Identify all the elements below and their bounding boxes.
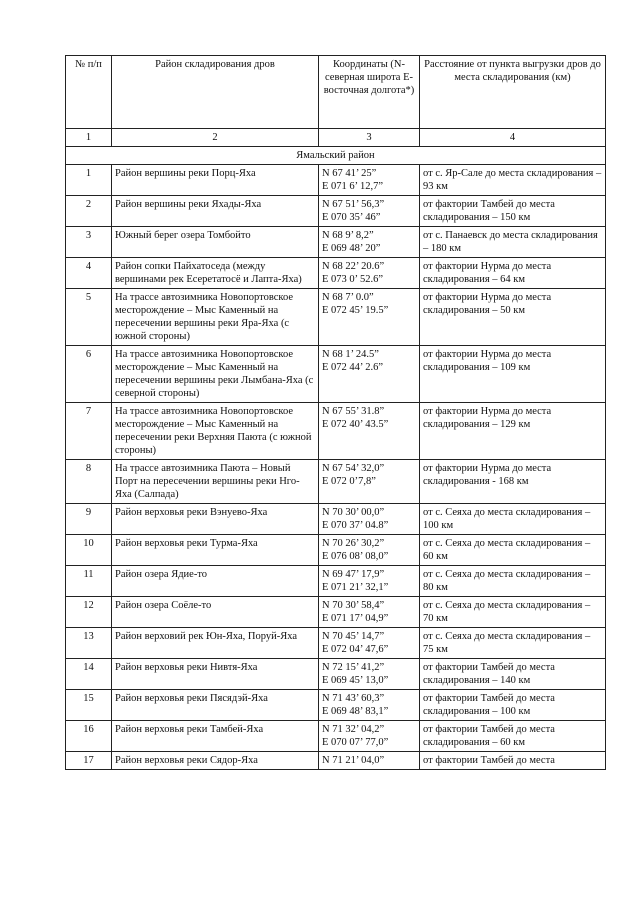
coordinates-cell <box>319 258 420 289</box>
region-title: Ямальский район <box>66 147 606 165</box>
latitude: N 70 30’ 00,0” <box>322 507 385 518</box>
storage-place: Район верховья реки Пясядэй-Яха <box>112 690 319 721</box>
distance: от фактории Тамбей до места <box>420 752 606 770</box>
distance: от фактории Нурма до места складирования – 109 км <box>420 346 606 403</box>
coordinates-cell <box>319 690 420 721</box>
longitude: E 069 48’ 83,1” <box>322 706 389 717</box>
latitude: N 70 26’ 30,2” <box>322 538 385 549</box>
table-row <box>66 460 606 504</box>
coordinates-cell <box>319 721 420 752</box>
longitude: E 069 48’ 20” <box>322 243 381 254</box>
column-number: 4 <box>420 129 606 147</box>
coordinates-cell <box>319 460 420 504</box>
latitude: N 67 55’ 31.8” <box>322 406 385 417</box>
column-number: 1 <box>66 129 112 147</box>
longitude: E 069 45’ 13,0” <box>322 675 389 686</box>
coordinates-cell <box>319 752 420 770</box>
row-number: 9 <box>66 504 112 535</box>
table-row <box>66 165 606 196</box>
row-number: 7 <box>66 403 112 460</box>
row-number: 5 <box>66 289 112 346</box>
latitude: N 67 51’ 56,3” <box>322 199 385 210</box>
distance: от с. Сеяха до места складирования – 75 км <box>420 628 606 659</box>
longitude: E 076 08’ 08,0” <box>322 551 389 562</box>
longitude: E 072 0’7,8” <box>322 476 376 487</box>
coordinates-cell <box>319 165 420 196</box>
coordinates-cell <box>319 346 420 403</box>
table-row <box>66 566 606 597</box>
storage-place: На трассе автозимника Новопортовское месторождение – Мыс Каменный на пересечении вершины реки Лымбана-Яха (с северной стороны) <box>112 346 319 403</box>
latitude: N 69 47’ 17,9” <box>322 569 385 580</box>
table-row <box>66 346 606 403</box>
distance: от с. Яр-Сале до места складирования – 93 км <box>420 165 606 196</box>
row-number: 13 <box>66 628 112 659</box>
distance: от фактории Тамбей до места складирования – 140 км <box>420 659 606 690</box>
row-number: 15 <box>66 690 112 721</box>
longitude: E 072 45’ 19.5” <box>322 305 389 316</box>
latitude: N 71 43’ 60,3” <box>322 693 385 704</box>
table-row <box>66 628 606 659</box>
latitude: N 67 41’ 25” <box>322 168 377 179</box>
header-distance: Расстояние от пункта выгрузки дров до места складирования (км) <box>420 56 606 129</box>
longitude: E 072 40’ 43.5” <box>322 419 389 430</box>
column-number: 2 <box>112 129 319 147</box>
distance: от фактории Тамбей до места складирования – 100 км <box>420 690 606 721</box>
table-row <box>66 659 606 690</box>
latitude: N 72 15’ 41,2” <box>322 662 385 673</box>
storage-place: Район сопки Пайхатоседа (между вершинами рек Есеретатосё и Лапта-Яха) <box>112 258 319 289</box>
storage-place: Район верховья реки Сядор-Яха <box>112 752 319 770</box>
distance: от фактории Тамбей до места складирования – 60 км <box>420 721 606 752</box>
header-row <box>66 56 606 129</box>
storage-place: На трассе автозимника Паюта – Новый Порт на пересечении вершины реки Нго-Яха (Салпада) <box>112 460 319 504</box>
longitude: E 071 21’ 32,1” <box>322 582 389 593</box>
storage-sites-table <box>65 55 606 770</box>
coordinates-cell <box>319 597 420 628</box>
coordinates-cell <box>319 504 420 535</box>
header-number: № п/п <box>66 56 112 129</box>
row-number: 3 <box>66 227 112 258</box>
storage-place: На трассе автозимника Новопортовское месторождение – Мыс Каменный на пересечении реки Верхняя Паюта (с южной стороны) <box>112 403 319 460</box>
storage-place: Район верховий рек Юн-Яха, Поруй-Яха <box>112 628 319 659</box>
coordinates-cell <box>319 289 420 346</box>
row-number: 1 <box>66 165 112 196</box>
table-row <box>66 721 606 752</box>
storage-place: Район вершины реки Яхады-Яха <box>112 196 319 227</box>
distance: от с. Панаевск до места складирования – 180 км <box>420 227 606 258</box>
distance: от с. Сеяха до места складирования – 80 км <box>420 566 606 597</box>
storage-place: Район озера Ядие-то <box>112 566 319 597</box>
row-number: 14 <box>66 659 112 690</box>
distance: от с. Сеяха до места складирования – 70 км <box>420 597 606 628</box>
longitude: E 072 04’ 47,6” <box>322 644 389 655</box>
latitude: N 68 9’ 8,2” <box>322 230 374 241</box>
column-number: 3 <box>319 129 420 147</box>
storage-place: На трассе автозимника Новопортовское месторождение – Мыс Каменный на пересечении вершины реки Яра-Яха (с южной стороны) <box>112 289 319 346</box>
latitude: N 68 1’ 24.5” <box>322 349 379 360</box>
storage-place: Район вершины реки Порц-Яха <box>112 165 319 196</box>
coordinates-cell <box>319 403 420 460</box>
table-row <box>66 504 606 535</box>
distance: от фактории Тамбей до места складирования – 150 км <box>420 196 606 227</box>
column-number-row <box>66 129 606 147</box>
table-row <box>66 752 606 770</box>
distance: от фактории Нурма до места складирования - 168 км <box>420 460 606 504</box>
table-row <box>66 289 606 346</box>
storage-place: Район верховья реки Тамбей-Яха <box>112 721 319 752</box>
row-number: 17 <box>66 752 112 770</box>
table-row <box>66 535 606 566</box>
longitude: E 070 35’ 46” <box>322 212 381 223</box>
latitude: N 71 32’ 04,2” <box>322 724 385 735</box>
header-coordinates: Координаты (N-северная широта Е-восточная долгота*) <box>319 56 420 129</box>
table-row <box>66 403 606 460</box>
row-number: 12 <box>66 597 112 628</box>
table-row <box>66 258 606 289</box>
table-row <box>66 196 606 227</box>
latitude: N 71 21’ 04,0” <box>322 755 385 766</box>
distance: от с. Сеяха до места складирования – 60 км <box>420 535 606 566</box>
row-number: 8 <box>66 460 112 504</box>
table-row <box>66 227 606 258</box>
coordinates-cell <box>319 196 420 227</box>
header-place: Район складирования дров <box>112 56 319 129</box>
row-number: 6 <box>66 346 112 403</box>
storage-place: Район верховья реки Нивтя-Яха <box>112 659 319 690</box>
row-number: 2 <box>66 196 112 227</box>
latitude: N 70 45’ 14,7” <box>322 631 385 642</box>
longitude: E 073 0’ 52.6” <box>322 274 384 285</box>
storage-place: Район верховья реки Вэнуево-Яха <box>112 504 319 535</box>
row-number: 16 <box>66 721 112 752</box>
coordinates-cell <box>319 659 420 690</box>
distance: от фактории Нурма до места складирования – 64 км <box>420 258 606 289</box>
longitude: E 071 6’ 12,7” <box>322 181 384 192</box>
latitude: N 68 22’ 20.6” <box>322 261 385 272</box>
distance: от фактории Нурма до места складирования – 50 км <box>420 289 606 346</box>
latitude: N 68 7’ 0.0” <box>322 292 374 303</box>
distance: от с. Сеяха до места складирования – 100 км <box>420 504 606 535</box>
coordinates-cell <box>319 227 420 258</box>
table-row <box>66 690 606 721</box>
region-row <box>66 147 606 165</box>
longitude: E 070 37’ 04.8” <box>322 520 389 531</box>
row-number: 4 <box>66 258 112 289</box>
table-body <box>66 165 606 770</box>
storage-place: Южный берег озера Томбойто <box>112 227 319 258</box>
coordinates-cell <box>319 628 420 659</box>
storage-place: Район озера Соёле-то <box>112 597 319 628</box>
longitude: E 071 17’ 04,9” <box>322 613 389 624</box>
distance: от фактории Нурма до места складирования – 129 км <box>420 403 606 460</box>
latitude: N 67 54’ 32,0” <box>322 463 385 474</box>
longitude: E 070 07’ 77,0” <box>322 737 389 748</box>
row-number: 10 <box>66 535 112 566</box>
table-row <box>66 597 606 628</box>
storage-place: Район верховья реки Турма-Яха <box>112 535 319 566</box>
latitude: N 70 30’ 58,4” <box>322 600 385 611</box>
longitude: E 072 44’ 2.6” <box>322 362 384 373</box>
coordinates-cell <box>319 566 420 597</box>
coordinates-cell <box>319 535 420 566</box>
row-number: 11 <box>66 566 112 597</box>
